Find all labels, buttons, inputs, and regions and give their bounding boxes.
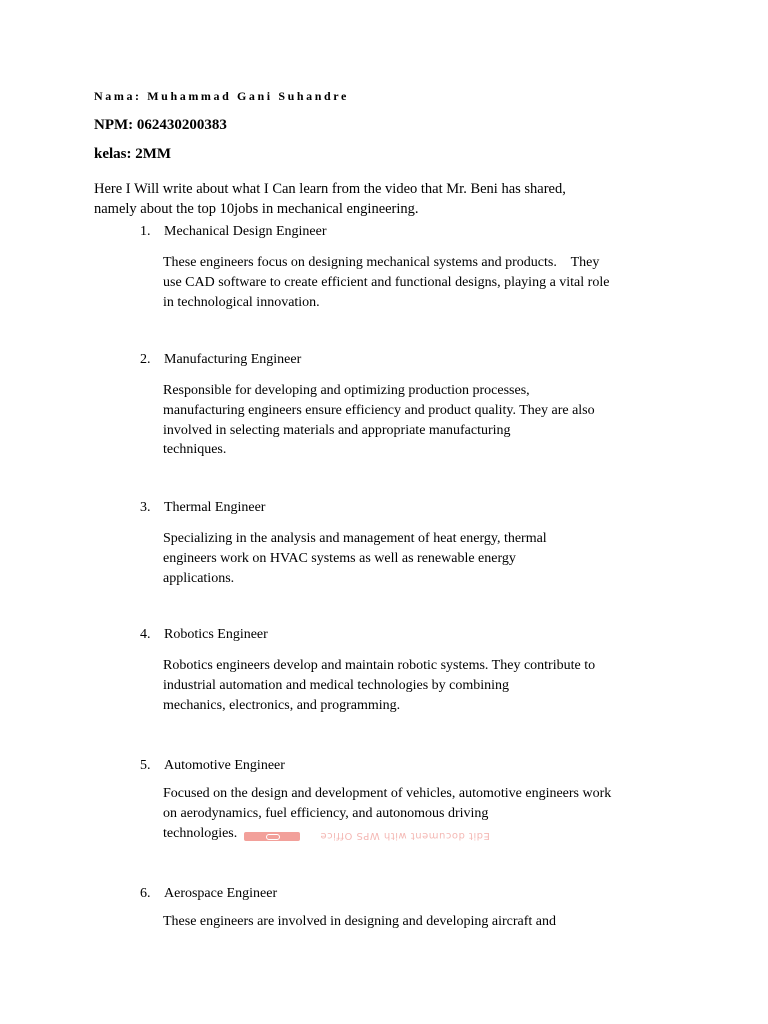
list-item-title: Manufacturing Engineer	[164, 352, 302, 367]
desc-line: engineers work on HVAC systems as well as renewable energy	[163, 550, 516, 566]
list-item-title-5	[140, 758, 285, 774]
desc-line: industrial automation and medical technologies by combining	[163, 677, 510, 693]
desc-line: technologies.	[163, 825, 238, 841]
desc-line: mechanics, electronics, and programming.	[163, 697, 401, 713]
desc-line: techniques.	[163, 442, 227, 458]
list-item-number: 2.	[140, 352, 151, 367]
list-item-title-4	[140, 627, 268, 643]
list-item-title: Automotive Engineer	[164, 758, 285, 773]
desc-line: Specializing in the analysis and management of heat energy, thermal	[163, 531, 547, 546]
list-item-desc-4	[163, 656, 668, 715]
student-npm: NPM: 062430200383	[94, 117, 227, 133]
list-item-number: 3.	[140, 500, 151, 515]
desc-line: involved in selecting materials and appropriate manufacturing	[163, 422, 511, 438]
list-item-title: Thermal Engineer	[164, 500, 266, 515]
wps-office-logo-icon	[244, 832, 300, 841]
list-item-number: 1.	[140, 224, 151, 239]
desc-line: These engineers focus on designing mechanical systems and products. They	[163, 255, 600, 270]
intro-paragraph	[94, 179, 654, 219]
list-item-desc-2	[163, 381, 668, 460]
intro-line-2: namely about the top 10jobs in mechanical engineering.	[94, 201, 419, 217]
list-item-title: Robotics Engineer	[164, 627, 268, 642]
desc-line: in technological innovation.	[163, 294, 320, 310]
list-item-desc-6	[163, 912, 668, 932]
list-item-title-2	[140, 352, 301, 368]
list-item-desc-1	[163, 253, 668, 312]
desc-line: manufacturing engineers ensure efficiency and product quality. They are also	[163, 402, 595, 418]
list-item-number: 6.	[140, 886, 151, 901]
desc-line: Focused on the design and development of vehicles, automotive engineers work	[163, 786, 612, 801]
list-item-number: 5.	[140, 758, 151, 773]
student-class: kelas: 2MM	[94, 146, 172, 162]
desc-line: Responsible for developing and optimizing production processes,	[163, 383, 530, 398]
list-item-title-1	[140, 224, 327, 240]
list-item-number: 4.	[140, 627, 151, 642]
list-item-desc-3	[163, 529, 668, 588]
list-item-title-6	[140, 886, 277, 902]
desc-line: Robotics engineers develop and maintain robotic systems. They contribute to	[163, 658, 596, 673]
desc-line: use CAD software to create efficient and functional designs, playing a vital role	[163, 274, 610, 290]
list-item-title: Mechanical Design Engineer	[164, 224, 327, 239]
list-item-title: Aerospace Engineer	[164, 886, 278, 901]
intro-line-1: Here I Will write about what I Can learn from the video that Mr. Beni has shared,	[94, 181, 566, 197]
watermark-text: Edit document with WPS Office	[320, 830, 490, 841]
desc-line: on aerodynamics, fuel efficiency, and autonomous driving	[163, 805, 489, 821]
list-item-title-3	[140, 500, 265, 516]
watermark	[244, 830, 590, 842]
desc-line: applications.	[163, 570, 235, 586]
desc-line: These engineers are involved in designing and developing aircraft and	[163, 914, 557, 929]
student-name: Nama: Muhammad Gani Suhandre	[94, 89, 349, 103]
